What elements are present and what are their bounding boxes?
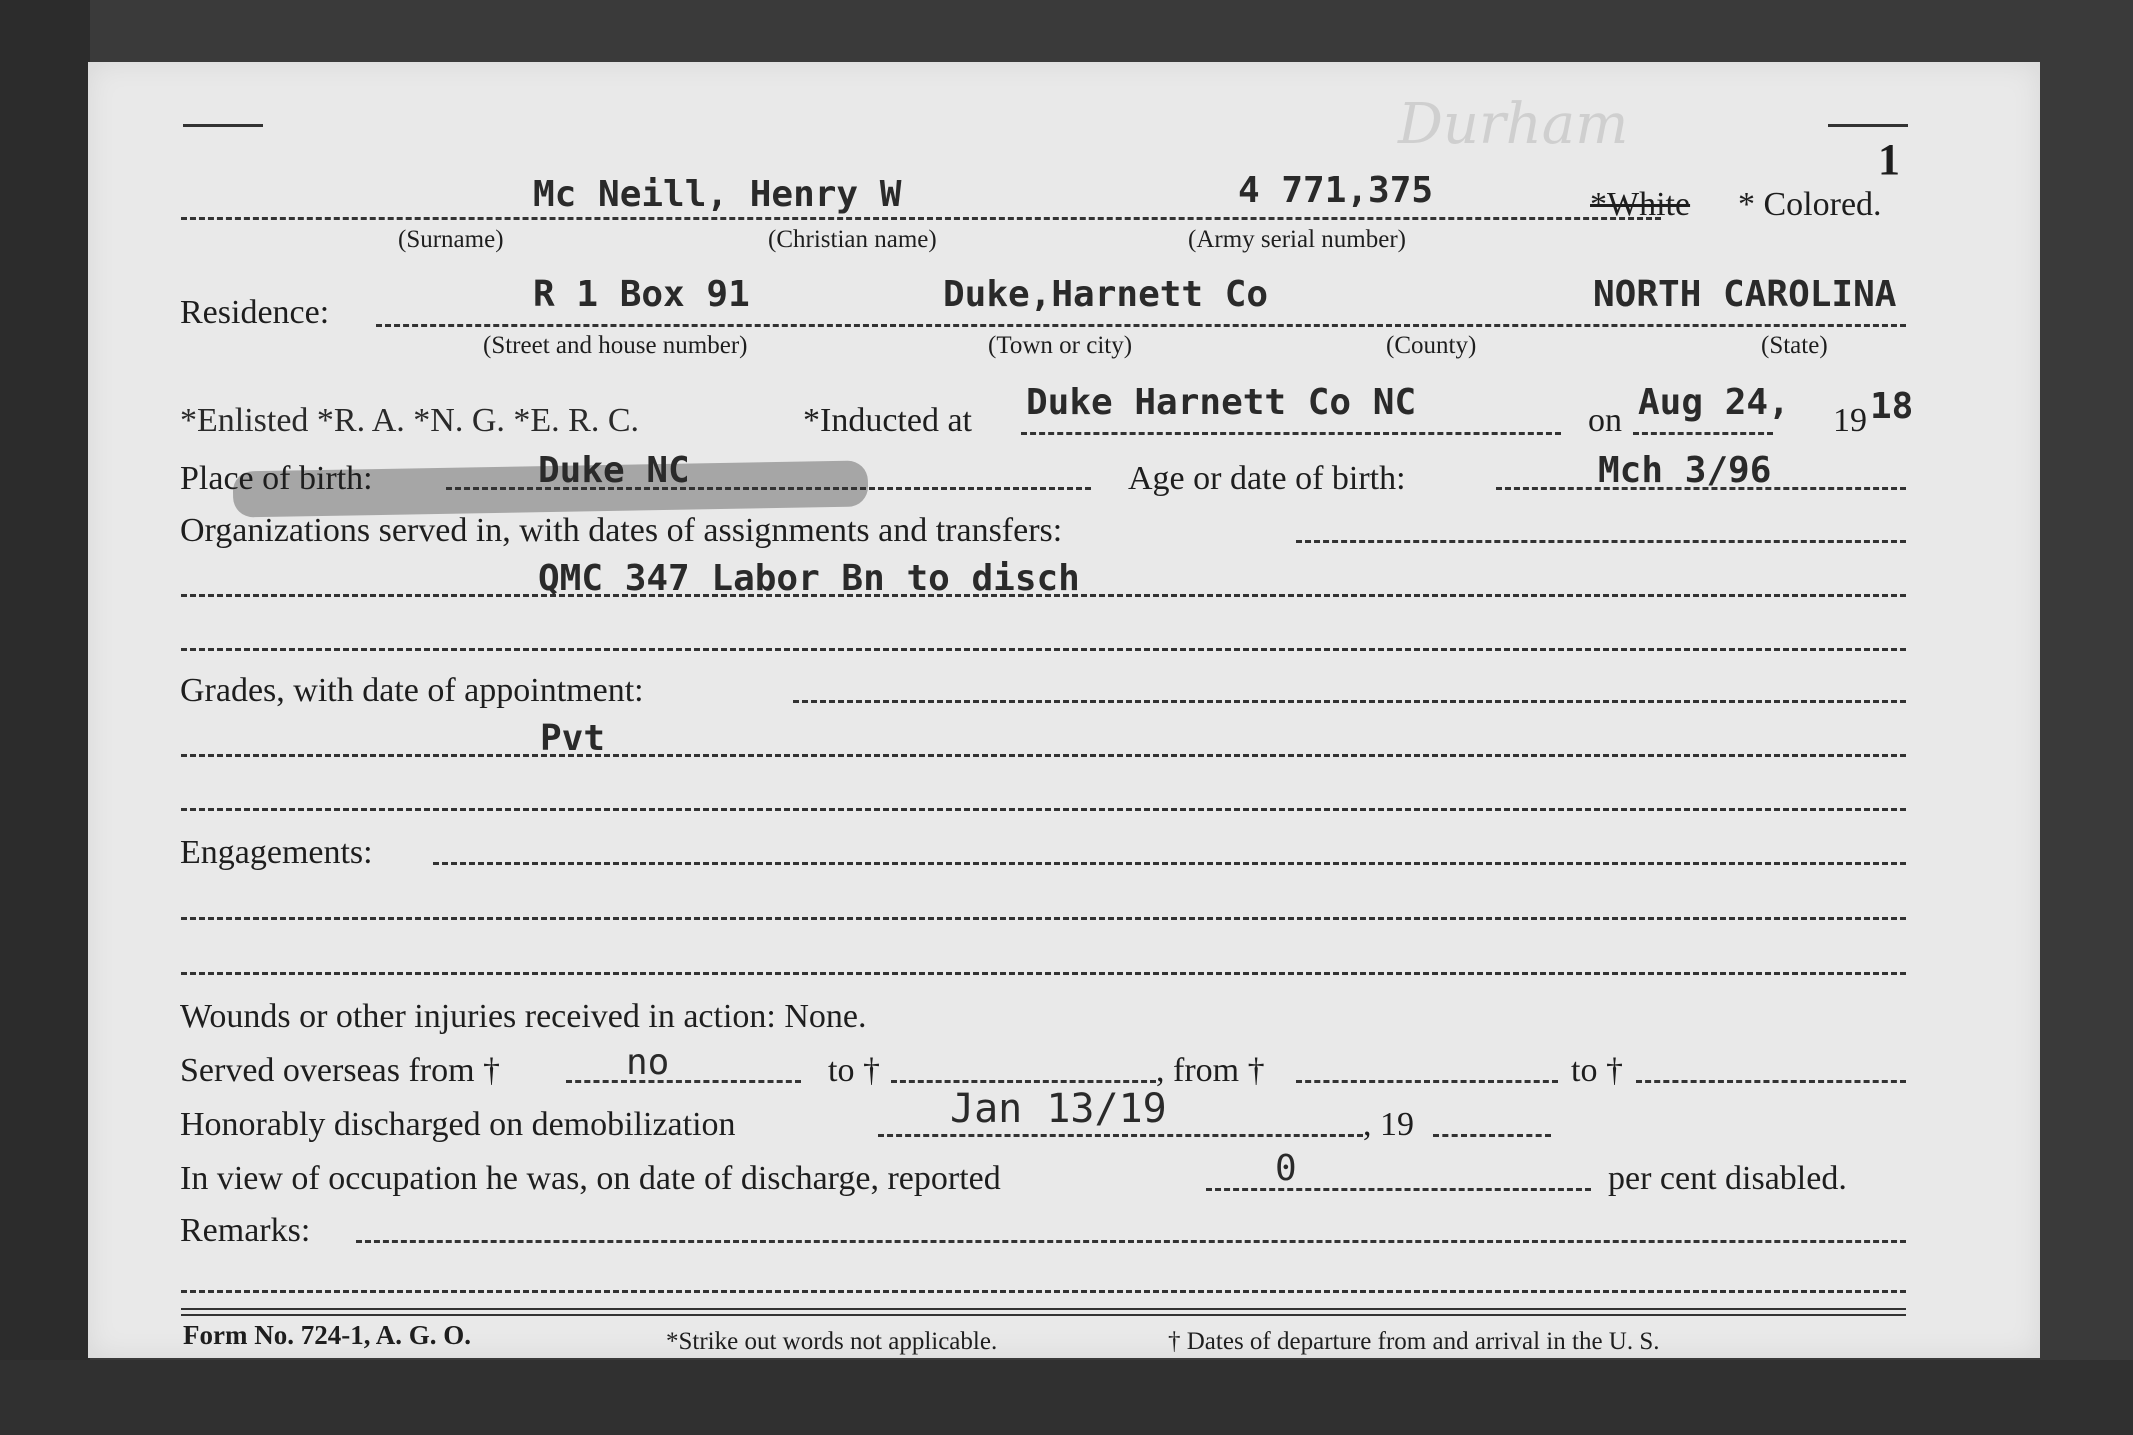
discharge-date-line [878, 1134, 1363, 1137]
enlisted-options: *Enlisted *R. A. *N. G. *E. R. C. [180, 402, 640, 439]
grades-line-3 [181, 808, 1906, 811]
residence-town: Duke,Harnett Co [943, 274, 1269, 315]
engagements-line-2 [181, 917, 1906, 920]
overseas-to-line-2 [1636, 1080, 1906, 1083]
overseas-from-line-2 [1296, 1080, 1558, 1083]
caption-county: (County) [1386, 332, 1477, 359]
on-label: on [1588, 402, 1622, 439]
name-value: Mc Neill, Henry W [533, 174, 902, 215]
age-label: Age or date of birth: [1128, 460, 1406, 497]
inducted-place: Duke Harnett Co NC [1026, 382, 1417, 423]
induction-date-line [1633, 432, 1773, 435]
serial-number-value: 4 771,375 [1238, 170, 1434, 211]
name-line [181, 217, 1661, 220]
disability-value: 0 [1275, 1148, 1297, 1189]
remarks-label: Remarks: [180, 1212, 311, 1249]
footer-rule-2 [181, 1314, 1906, 1316]
scanner-background-left [0, 0, 90, 1435]
grades-line-1 [793, 700, 1906, 703]
top-right-rule [1828, 124, 1908, 127]
from-label: , from † [1156, 1052, 1265, 1089]
disability-line [1206, 1188, 1591, 1191]
organizations-line-1 [1296, 540, 1906, 543]
footnote-strike: *Strike out words not applicable. [666, 1328, 998, 1355]
faint-handwritten-note: Durham [1398, 92, 1629, 157]
discharge-year-line [1433, 1134, 1551, 1137]
discharge-year-prefix: , 19 [1363, 1106, 1414, 1143]
organizations-line-3 [181, 648, 1906, 651]
caption-serial-number: (Army serial number) [1188, 226, 1406, 253]
overseas-label: Served overseas from † [180, 1052, 501, 1089]
disability-suffix: per cent disabled. [1608, 1160, 1847, 1197]
caption-surname: (Surname) [398, 226, 504, 253]
wounds-label: Wounds or other injuries received in action: None. [180, 998, 867, 1035]
residence-state: NORTH CAROLINA [1593, 274, 1897, 315]
overseas-from-line [566, 1080, 801, 1083]
grades-label: Grades, with date of appointment: [180, 672, 644, 709]
footer-rule-1 [181, 1308, 1906, 1310]
form-number: Form No. 724-1, A. G. O. [183, 1320, 471, 1350]
place-of-birth-value: Duke NC [538, 450, 690, 491]
engagements-line-3 [181, 972, 1906, 975]
to-label-1: to † [828, 1052, 880, 1089]
to-label-2: to † [1571, 1052, 1623, 1089]
caption-christian-name: (Christian name) [768, 226, 937, 253]
disability-label: In view of occupation he was, on date of discharge, reported [180, 1160, 1001, 1197]
induction-date: Aug 24, [1638, 382, 1790, 423]
year-prefix: 19 [1833, 402, 1867, 439]
caption-state: (State) [1761, 332, 1828, 359]
overseas-value: no [626, 1042, 670, 1083]
inducted-place-line [1021, 432, 1561, 435]
inducted-label: *Inducted at [803, 402, 972, 439]
caption-town: (Town or city) [988, 332, 1133, 359]
top-left-rule [183, 124, 263, 127]
discharge-label: Honorably discharged on demobilization [180, 1106, 736, 1143]
remarks-line-1 [356, 1240, 1906, 1243]
service-record-card [88, 62, 2040, 1358]
race-colored: * Colored. [1738, 186, 1882, 223]
date-of-birth-value: Mch 3/96 [1598, 450, 1772, 491]
organization-value: QMC 347 Labor Bn to disch [538, 558, 1080, 599]
race-white-struck: *White [1590, 186, 1691, 223]
grade-value: Pvt [540, 718, 606, 759]
residence-street: R 1 Box 91 [533, 274, 750, 315]
scanner-background-bottom [0, 1360, 2133, 1435]
residence-line [376, 324, 1906, 327]
engagements-label: Engagements: [180, 834, 373, 871]
place-of-birth-label: Place of birth: [180, 460, 373, 497]
engagements-line-1 [433, 862, 1906, 865]
organizations-label: Organizations served in, with dates of assignments and transfers: [180, 512, 1063, 549]
remarks-line-2 [181, 1290, 1906, 1293]
caption-street: (Street and house number) [483, 332, 748, 359]
footnote-dagger: † Dates of departure from and arrival in the U. S. [1168, 1328, 1660, 1355]
discharge-date: Jan 13/19 [950, 1086, 1167, 1132]
card-number: 1 [1878, 135, 1900, 184]
overseas-to-line [891, 1080, 1156, 1083]
grades-line-2 [181, 754, 1906, 757]
year-suffix: 18 [1870, 386, 1914, 427]
residence-label: Residence: [180, 294, 330, 331]
